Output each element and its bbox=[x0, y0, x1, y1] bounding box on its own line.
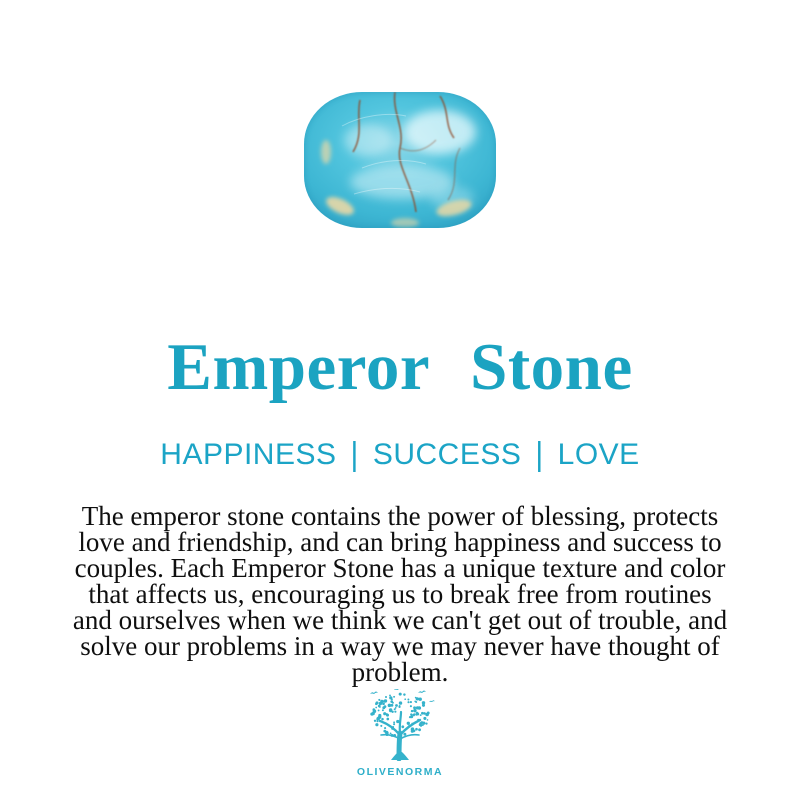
emperor-stone-image bbox=[302, 90, 498, 230]
description-line: that affects us, encouraging us to break free from routines bbox=[88, 579, 712, 609]
description-line: couples. Each Emperor Stone has a unique texture and color bbox=[74, 553, 726, 583]
description-line: The emperor stone contains the power of blessing, protects bbox=[81, 501, 719, 531]
product-keywords bbox=[160, 436, 640, 473]
brand-name: OLIVENORMA bbox=[356, 766, 444, 778]
description-line: and ourselves when we think we can't get out of trouble, and bbox=[72, 605, 728, 635]
tree-roots bbox=[391, 751, 409, 760]
description-line: solve our problems in a way we may never have thought of bbox=[80, 631, 720, 661]
keyword-success: SUCCESS bbox=[372, 438, 522, 471]
product-image bbox=[302, 90, 498, 230]
keyword-love: LOVE bbox=[557, 438, 640, 471]
description-line: love and friendship, and can bring happiness and success to bbox=[78, 527, 722, 557]
description-line: problem. bbox=[351, 657, 449, 687]
product-title: Emperor Stone bbox=[167, 330, 633, 404]
keyword-separator: | bbox=[350, 436, 359, 473]
product-description bbox=[5, 503, 795, 685]
keyword-separator: | bbox=[535, 436, 544, 473]
brand-logo bbox=[357, 689, 443, 779]
brand-tree-icon bbox=[360, 689, 440, 761]
keyword-happiness: HAPPINESS bbox=[160, 438, 337, 471]
